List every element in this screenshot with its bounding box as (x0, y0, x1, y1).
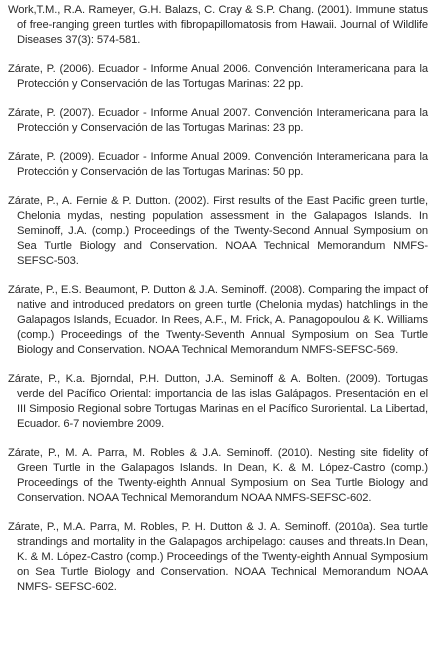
reference-text: Zárate, P., K.a. Bjorndal, P.H. Dutton, J.A. Seminoff & A. Bolten. (2009). Tortugas verde del Pacífico Oriental: importancia de las islas Galápagos. Presentación en el III Simposio Regional sobre Tortugas Marinas en el Pacífico Suroriental. La Libertad, Ecuador. 6-7 noviembre 2009. (8, 373, 428, 430)
reference-text: Zárate, P. (2006). Ecuador - Informe Anual 2006. Convención Interamericana para la Protección y Conservación de las Tortugas Marinas: 22 pp. (8, 63, 428, 90)
reference-text: Zárate, P. (2007). Ecuador - Informe Anual 2007. Convención Interamericana para la Protección y Conservación de las Tortugas Marinas: 23 pp. (8, 107, 428, 134)
reference-entry (8, 194, 428, 269)
reference-text: Zárate, P., M. A. Parra, M. Robles & J.A. Seminoff. (2010). Nesting site fidelity of Green Turtle in the Galapagos Islands. In Dean, K. & M. López-Castro (comp.) Proceedings of the Twenty-eighth Annual Symposium on Sea Turtle Biology and Conservation. NOAA Technical Memorandum NOAA NMFS-SEFSC-602. (8, 447, 428, 504)
reference-text: Zárate, P., A. Fernie & P. Dutton. (2002). First results of the East Pacific green turtle, Chelonia mydas, nesting population assessment in the Galapagos Islands. In Seminoff, J.A. (comp.) Proceedings of the Twenty-Second Annual Symposium on Sea Turtle Biology and Conservation. NOAA Technical Memorandum NMFS-SEFSC-503. (8, 195, 428, 267)
reference-entry (8, 372, 428, 432)
reference-entry (8, 150, 428, 180)
reference-entry (8, 106, 428, 136)
reference-entry (8, 446, 428, 506)
reference-entry (8, 3, 428, 48)
reference-text: Work,T.M., R.A. Rameyer, G.H. Balazs, C. Cray & S.P. Chang. (2001). Immune status of free-ranging green turtles with fibropapillomatosis from Hawaii. Journal of Wildlife Diseases 37(3): 574-581. (8, 4, 428, 46)
reference-text: Zárate, P., E.S. Beaumont, P. Dutton & J.A. Seminoff. (2008). Comparing the impact of native and introduced predators on green turtle (Chelonia mydas) hatchlings in the Galapagos Islands, Ecuador. In Rees, A.F., M. Frick, A. Panagopoulou & K. Williams (comp.) Proceedings of the Twenty-Seventh Annual Symposium on Sea Turtle Biology and Conservation. NOAA Technical Memorandum NMFS-SEFSC-569. (8, 284, 428, 356)
reference-entry (8, 520, 428, 595)
reference-entry (8, 283, 428, 358)
reference-text: Zárate, P., M.A. Parra, M. Robles, P. H. Dutton & J. A. Seminoff. (2010a). Sea turtle strandings and mortality in the Galapagos archipelago: causes and threats.In Dean, K. & M. López-Castro (comp.) Proceedings of the Twenty-eighth Annual Symposium on Sea Turtle Biology and Conservation. NOAA Technical Memorandum NOAA NMFS- SEFSC-602. (8, 521, 428, 593)
reference-text: Zárate, P. (2009). Ecuador - Informe Anual 2009. Convención Interamericana para la Protección y Conservación de las Tortugas Marinas: 50 pp. (8, 151, 428, 178)
reference-entry (8, 62, 428, 92)
